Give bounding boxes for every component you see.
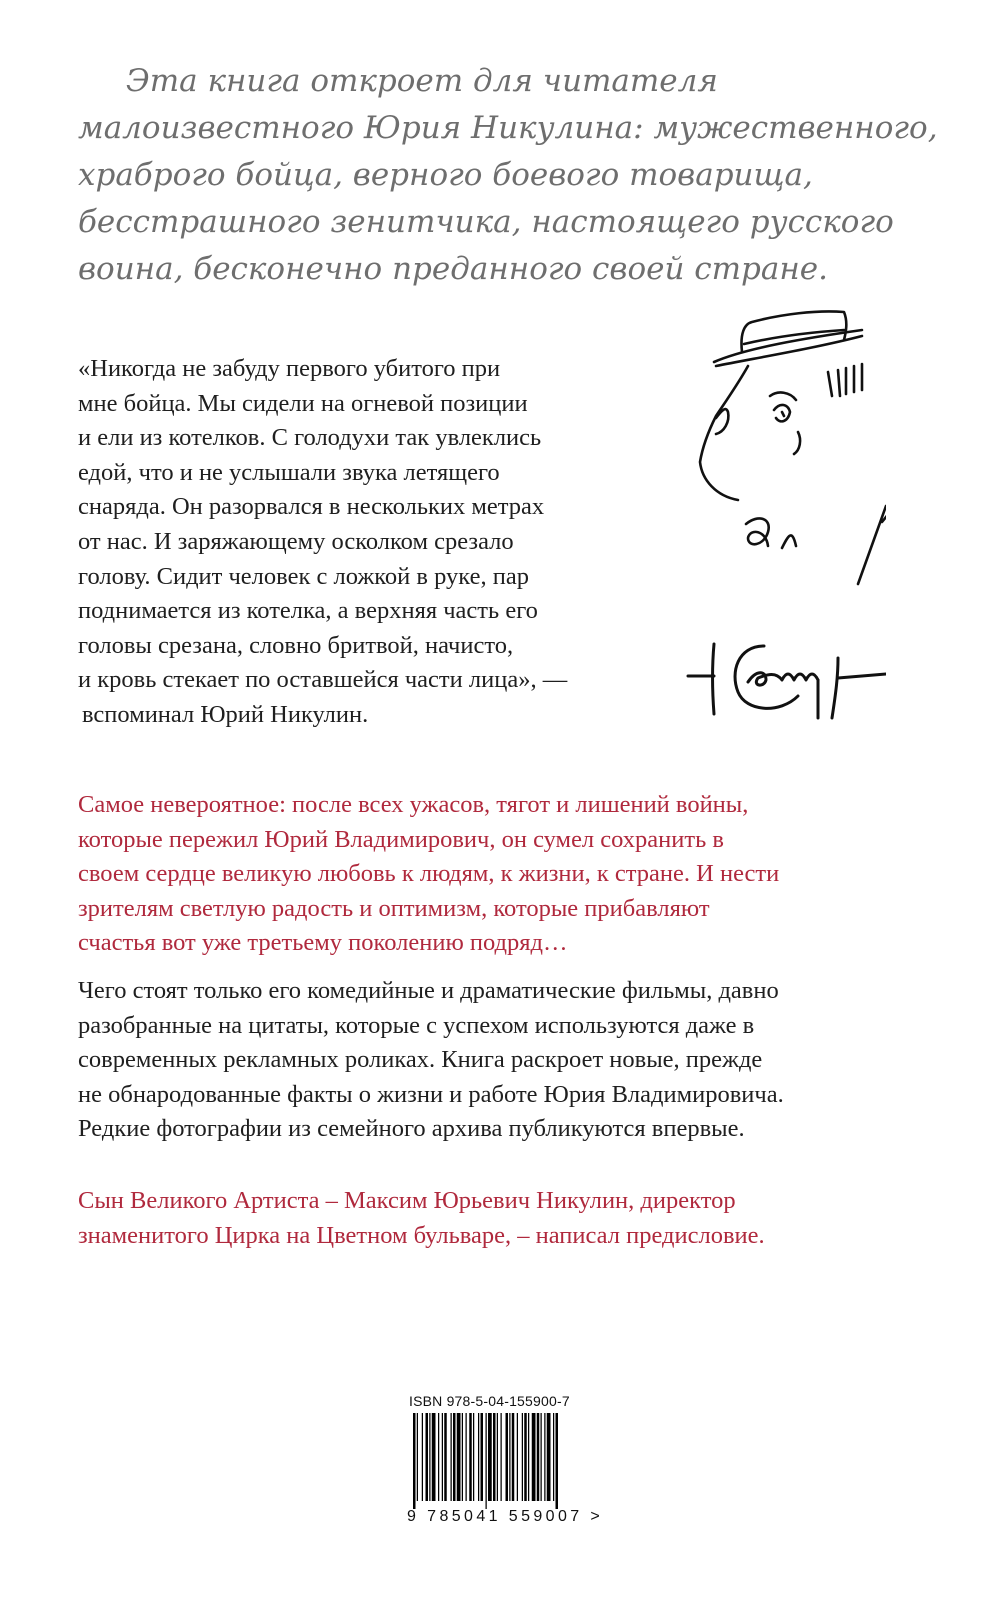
barcode-bar: [413, 1413, 416, 1509]
highlight-paragraph: [78, 788, 958, 961]
barcode-bar: [541, 1413, 542, 1501]
barcode-bar: [517, 1413, 518, 1501]
barcode: [407, 1393, 627, 1533]
barcode-bar: [537, 1413, 540, 1501]
barcode-bar: [478, 1413, 479, 1501]
highlight-line: счастья вот уже третьему поколению подряд…: [78, 929, 568, 957]
barcode-bar: [417, 1413, 418, 1501]
barcode-bar: [512, 1413, 515, 1501]
description-paragraph: [78, 974, 958, 1147]
isbn-label: ISBN 978-5-04-155900-7: [409, 1393, 570, 1409]
highlight-line: Самое невероятное: после всех ужасов, тягот и лишений войны,: [78, 791, 749, 818]
quote-attribution: вспоминал Юрий Никулин.: [82, 700, 369, 728]
quote-line: снаряда. Он разорвался в нескольких метрах: [78, 493, 545, 521]
handwritten-signature: [686, 622, 886, 722]
quote-line: головы срезана, словно бритвой, начисто,: [78, 631, 514, 659]
barcode-bar: [497, 1413, 498, 1501]
barcode-digits: 9 785041 559007 >: [407, 1508, 604, 1525]
barcode-bar: [553, 1413, 554, 1501]
barcode-bar: [532, 1413, 536, 1501]
quote-line: от нас. И заряжающему осколком срезало: [78, 527, 514, 555]
barcode-bar: [509, 1413, 510, 1501]
barcode-bar: [524, 1413, 527, 1501]
description-line: разобранные на цитаты, которые с успехом используются даже в: [78, 1011, 755, 1039]
intro-line: малоизвестного Юрия Никулина: мужественного,: [78, 110, 938, 146]
barcode-bar: [469, 1413, 472, 1501]
barcode-bar: [556, 1413, 559, 1509]
barcode-bar: [544, 1413, 545, 1501]
description-line: современных рекламных роликах. Книга раскроет новые, прежде: [78, 1046, 763, 1074]
quote-line: мне бойца. Мы сидели на огневой позиции: [78, 389, 528, 417]
intro-paragraph: [78, 58, 958, 293]
quote-line: и ели из котелков. С голодухи так увлеклись: [78, 424, 542, 452]
quote-line: едой, что и не услышали звука летящего: [78, 458, 500, 486]
highlight-line: зрителям светлую радость и оптимизм, которые прибавляют: [78, 894, 710, 922]
foreword-line: знаменитого Цирка на Цветном бульваре, – написал предисловие.: [78, 1221, 765, 1249]
intro-line: храброго бойца, верного боевого товарища,: [78, 157, 813, 193]
barcode-bar: [429, 1413, 430, 1501]
barcode-bar: [501, 1413, 502, 1501]
barcode-bar: [457, 1413, 461, 1501]
quote-line: голову. Сидит человек с ложкой в руке, пар: [78, 562, 529, 590]
barcode-bar: [444, 1413, 447, 1501]
barcode-bar: [432, 1413, 436, 1501]
barcode-bar: [486, 1413, 487, 1509]
quote-line: поднимается из котелка, а верхняя часть его: [78, 597, 538, 625]
barcode-bar: [442, 1413, 443, 1501]
quote-paragraph: [78, 352, 678, 733]
barcode-bar: [426, 1413, 429, 1501]
barcode-bar: [528, 1413, 529, 1501]
quote-line: и кровь стекает по оставшейся части лица», —: [78, 666, 568, 694]
foreword-paragraph: [78, 1184, 958, 1253]
description-line: Редкие фотографии из семейного архива публикуются впервые.: [78, 1115, 745, 1143]
barcode-bars: [407, 1413, 607, 1513]
barcode-bar: [462, 1413, 463, 1501]
highlight-line: своем сердце великую любовь к людям, к жизни, к стране. И нести: [78, 860, 780, 888]
description-line: Чего стоят только его комедийные и драматические фильмы, давно: [78, 977, 779, 1004]
barcode-bar: [506, 1413, 509, 1501]
quote-line: «Никогда не забуду первого убитого при: [78, 355, 501, 382]
caricature-drawing: [686, 300, 886, 590]
barcode-bar: [466, 1413, 467, 1501]
barcode-bar: [481, 1413, 484, 1501]
barcode-bar: [453, 1413, 456, 1501]
intro-line: бесстрашного зенитчика, настоящего русского: [78, 204, 894, 240]
description-line: не обнародованные факты о жизни и работе Юрия Владимировича.: [78, 1080, 784, 1108]
foreword-line: Сын Великого Артиста – Максим Юрьевич Никулин, директор: [78, 1187, 736, 1214]
barcode-bar: [438, 1413, 439, 1501]
barcode-bar: [422, 1413, 423, 1501]
barcode-bar: [488, 1413, 492, 1501]
intro-line: воина, бесконечно преданного своей стране.: [78, 251, 828, 287]
barcode-bar: [547, 1413, 551, 1501]
intro-line: Эта книга откроет для читателя: [126, 63, 718, 99]
highlight-line: которые пережил Юрий Владимирович, он сумел сохранить в: [78, 825, 724, 853]
barcode-bar: [522, 1413, 523, 1501]
barcode-bar: [451, 1413, 452, 1501]
barcode-bar: [473, 1413, 474, 1501]
barcode-bar: [493, 1413, 496, 1501]
